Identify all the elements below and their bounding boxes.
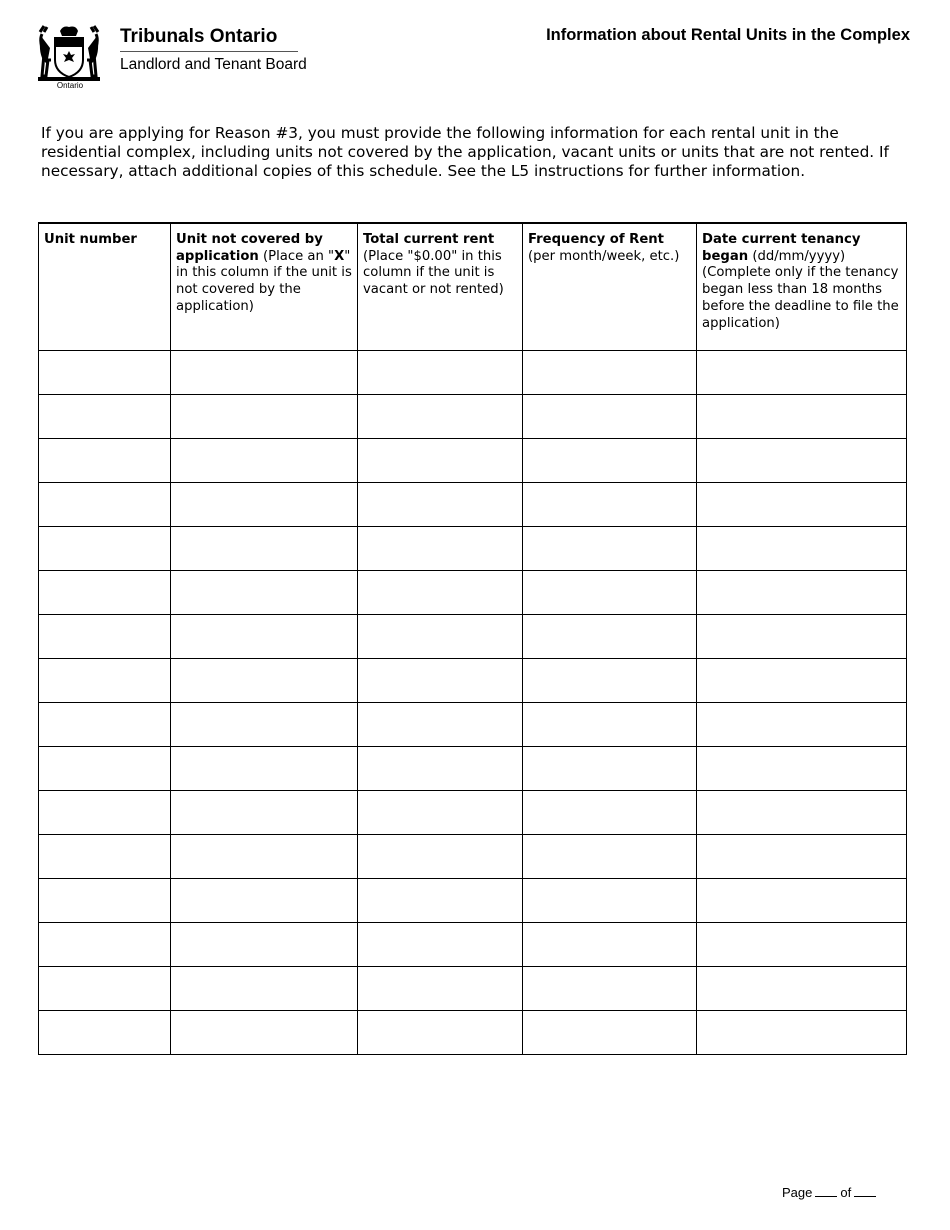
unit-not-covered-cell[interactable] (171, 659, 358, 703)
col-header-date-tenancy-began (697, 223, 907, 351)
total-current-rent-cell[interactable] (358, 395, 523, 439)
table-row (39, 527, 907, 571)
of-label: of (840, 1185, 852, 1200)
table-row (39, 703, 907, 747)
table-row (39, 747, 907, 791)
unit-number-cell[interactable] (39, 439, 171, 483)
date-tenancy-began-cell[interactable] (697, 879, 907, 923)
header-logo (36, 24, 312, 94)
table-row (39, 1011, 907, 1055)
date-tenancy-began-cell[interactable] (697, 703, 907, 747)
total-pages-field[interactable] (854, 1185, 876, 1197)
unit-not-covered-cell[interactable] (171, 967, 358, 1011)
total-current-rent-cell[interactable] (358, 923, 523, 967)
col-header-frequency-of-rent (523, 223, 697, 351)
org-name: Tribunals Ontario (120, 26, 278, 47)
total-current-rent-cell[interactable] (358, 747, 523, 791)
table-row (39, 439, 907, 483)
page-number-field[interactable] (815, 1185, 837, 1197)
date-tenancy-began-cell[interactable] (697, 527, 907, 571)
unit-not-covered-cell[interactable] (171, 483, 358, 527)
frequency-of-rent-cell[interactable] (523, 747, 697, 791)
unit-number-cell[interactable] (39, 395, 171, 439)
date-tenancy-began-cell[interactable] (697, 1011, 907, 1055)
col-note: (Place an " (258, 248, 335, 264)
unit-number-cell[interactable] (39, 703, 171, 747)
frequency-of-rent-cell[interactable] (523, 395, 697, 439)
frequency-of-rent-cell[interactable] (523, 659, 697, 703)
frequency-of-rent-cell[interactable] (523, 967, 697, 1011)
total-current-rent-cell[interactable] (358, 879, 523, 923)
unit-number-cell[interactable] (39, 615, 171, 659)
table-row (39, 483, 907, 527)
col-header-unit-not-covered (171, 223, 358, 351)
date-tenancy-began-cell[interactable] (697, 483, 907, 527)
date-tenancy-began-cell[interactable] (697, 351, 907, 395)
board-name: Landlord and Tenant Board (120, 56, 307, 73)
date-tenancy-began-cell[interactable] (697, 923, 907, 967)
table-row (39, 571, 907, 615)
col-note: " in this column if the unit is not covered by the application) (176, 248, 352, 314)
table-body (39, 351, 907, 1055)
unit-number-cell[interactable] (39, 923, 171, 967)
frequency-of-rent-cell[interactable] (523, 1011, 697, 1055)
unit-not-covered-cell[interactable] (171, 1011, 358, 1055)
frequency-of-rent-cell[interactable] (523, 439, 697, 483)
col-title: Unit not covered by application (176, 232, 323, 264)
form-title: Information about Rental Units in the Complex (546, 26, 910, 44)
date-tenancy-began-cell[interactable] (697, 967, 907, 1011)
unit-number-cell[interactable] (39, 483, 171, 527)
unit-number-cell[interactable] (39, 835, 171, 879)
table-row (39, 967, 907, 1011)
unit-not-covered-cell[interactable] (171, 351, 358, 395)
frequency-of-rent-cell[interactable] (523, 351, 697, 395)
unit-not-covered-cell[interactable] (171, 703, 358, 747)
table-row (39, 615, 907, 659)
date-tenancy-began-cell[interactable] (697, 659, 907, 703)
date-tenancy-began-cell[interactable] (697, 835, 907, 879)
unit-not-covered-cell[interactable] (171, 395, 358, 439)
total-current-rent-cell[interactable] (358, 571, 523, 615)
unit-number-cell[interactable] (39, 791, 171, 835)
date-tenancy-began-cell[interactable] (697, 395, 907, 439)
unit-not-covered-cell[interactable] (171, 439, 358, 483)
unit-number-cell[interactable] (39, 351, 171, 395)
unit-not-covered-cell[interactable] (171, 923, 358, 967)
total-current-rent-cell[interactable] (358, 615, 523, 659)
total-current-rent-cell[interactable] (358, 527, 523, 571)
frequency-of-rent-cell[interactable] (523, 483, 697, 527)
frequency-of-rent-cell[interactable] (523, 791, 697, 835)
total-current-rent-cell[interactable] (358, 351, 523, 395)
unit-number-cell[interactable] (39, 1011, 171, 1055)
col-note: (per month/week, etc.) (528, 248, 680, 264)
frequency-of-rent-cell[interactable] (523, 527, 697, 571)
total-current-rent-cell[interactable] (358, 703, 523, 747)
unit-not-covered-cell[interactable] (171, 527, 358, 571)
unit-number-cell[interactable] (39, 747, 171, 791)
col-title: Frequency of Rent (528, 232, 664, 247)
unit-not-covered-cell[interactable] (171, 879, 358, 923)
col-note: (dd/mm/yyyy) (Complete only if the tenancy began less than 18 months before the deadline to file the application) (702, 248, 899, 331)
col-title: Total current rent (363, 232, 495, 247)
intro-text: If you are applying for Reason #3, you must provide the following information for each rental unit in the residential complex, including units not covered by the application, vacant units or units that are not rented. If necessary, attach additional copies of this schedule. See the L5 instructions for further information. (41, 124, 889, 180)
table-row (39, 923, 907, 967)
col-note: (Place "$0.00" in this column if the unit is vacant or not rented) (363, 248, 504, 298)
rental-units-table (38, 222, 907, 1055)
col-note-mark: X (334, 248, 345, 264)
ontario-logo-label: Ontario (56, 81, 84, 90)
unit-not-covered-cell[interactable] (171, 571, 358, 615)
frequency-of-rent-cell[interactable] (523, 879, 697, 923)
table-row (39, 395, 907, 439)
unit-number-cell[interactable] (39, 967, 171, 1011)
date-tenancy-began-cell[interactable] (697, 439, 907, 483)
table-row (39, 351, 907, 395)
table-row (39, 879, 907, 923)
unit-not-covered-cell[interactable] (171, 791, 358, 835)
frequency-of-rent-cell[interactable] (523, 703, 697, 747)
total-current-rent-cell[interactable] (358, 439, 523, 483)
unit-number-cell[interactable] (39, 571, 171, 615)
unit-not-covered-cell[interactable] (171, 747, 358, 791)
table-header-row (39, 223, 907, 351)
table-row (39, 791, 907, 835)
table-row (39, 835, 907, 879)
date-tenancy-began-cell[interactable] (697, 747, 907, 791)
total-current-rent-cell[interactable] (358, 483, 523, 527)
unit-not-covered-cell[interactable] (171, 615, 358, 659)
date-tenancy-began-cell[interactable] (697, 571, 907, 615)
unit-number-cell[interactable] (39, 527, 171, 571)
total-current-rent-cell[interactable] (358, 659, 523, 703)
col-header-total-current-rent (358, 223, 523, 351)
page-number-footer (782, 1185, 879, 1200)
unit-number-cell[interactable] (39, 879, 171, 923)
unit-number-cell[interactable] (39, 659, 171, 703)
table-row (39, 659, 907, 703)
frequency-of-rent-cell[interactable] (523, 571, 697, 615)
frequency-of-rent-cell[interactable] (523, 923, 697, 967)
date-tenancy-began-cell[interactable] (697, 615, 907, 659)
total-current-rent-cell[interactable] (358, 791, 523, 835)
total-current-rent-cell[interactable] (358, 1011, 523, 1055)
frequency-of-rent-cell[interactable] (523, 835, 697, 879)
header-divider (120, 51, 298, 52)
unit-not-covered-cell[interactable] (171, 835, 358, 879)
col-title: Date current tenancy began (702, 232, 861, 264)
col-header-unit-number (39, 223, 171, 351)
page-label: Page (782, 1185, 813, 1200)
total-current-rent-cell[interactable] (358, 967, 523, 1011)
col-title: Unit number (44, 232, 137, 247)
date-tenancy-began-cell[interactable] (697, 791, 907, 835)
frequency-of-rent-cell[interactable] (523, 615, 697, 659)
total-current-rent-cell[interactable] (358, 835, 523, 879)
